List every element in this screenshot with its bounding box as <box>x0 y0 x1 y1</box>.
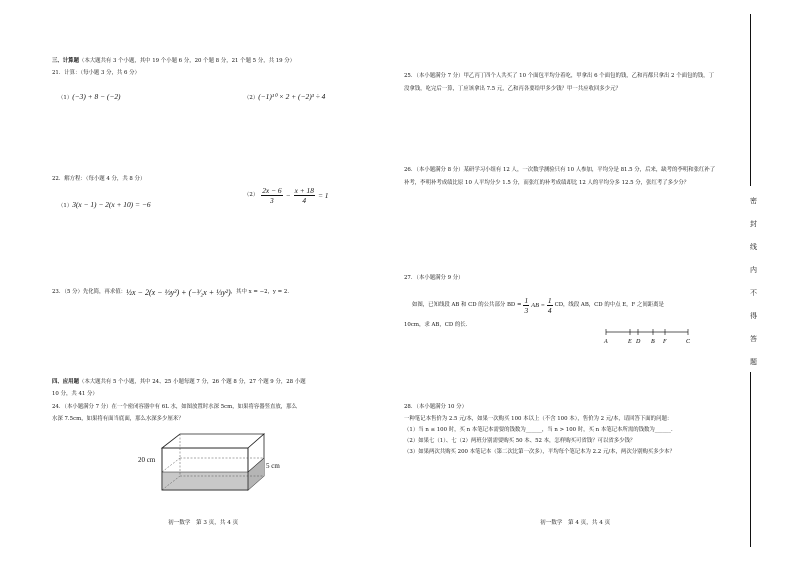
q28-line-4: （3）如果两次共购买 200 本笔记本（第二次比第一次多），平均每个笔记本为 2.2 元/本，两次分别购买多少本？ <box>404 449 675 455</box>
box-top-face <box>162 434 264 448</box>
q25-text: 25．（本小题满分 7 分）甲乙丙丁四个人共买了 10 个面包平均分着吃，甲拿出 6 个面包的钱，乙和丙都只拿出 2 个面包的钱，丁没拿钱，吃完后一算，丁应该拿出 7.5 元，乙和丙各要给甲多少钱？甲一共应收回多少元？ <box>404 73 714 92</box>
section4-title: 四、应用题 <box>52 379 79 385</box>
q22-2-frac1-num: 2x − 6 <box>262 186 282 195</box>
q22-1-label: （1） <box>58 203 73 209</box>
q22-1 <box>58 192 151 211</box>
q26-text: 26．（本小题满分 8 分）某研学习小组有 12 人，一次数学测验只有 10 人参加，平均分是 81.5 分，后来，缺考的李明和张红补了补考，李明补考成绩比原 10 人平均分少 1.5 分，而张红的补考成绩却比 12 人的平均分多 12.5 分，张红考了多少分？ <box>404 167 716 186</box>
q24-line-2: 水深 7.5cm，如果将有面当底面，那么水深多少厘米？ <box>52 416 184 422</box>
section3-note: （本大题共有 3 个小题，其中 19 个小题 6 分，20 个题 8 分，21 个题 5 分，共 19 分） <box>78 58 296 64</box>
q22-2-minus: − <box>285 191 291 200</box>
q23 <box>52 288 293 297</box>
segment-label-D: D <box>636 339 641 345</box>
q27-suffix: CD，线段 AB，CD 的中点 E，F 之间距离是 <box>554 302 664 308</box>
q22-2-label: （2） <box>244 192 259 198</box>
q27-fraction-1 <box>523 296 529 315</box>
q22-2 <box>244 186 328 205</box>
right-page-footer: 初一数学 第 4 页，共 4 页 <box>540 520 611 526</box>
container-box-diagram <box>130 428 270 500</box>
q22-heading: 22．解方程：（每小题 4 分，共 8 分） <box>52 176 146 182</box>
segment-label-F: F <box>663 339 667 345</box>
seal-char-2: 封 <box>750 220 757 228</box>
q28-line-2: （1）当 n ≤ 100 时，买 n 本笔记本需要的钱数为______，当 n > 100 时，买 n 本笔记本所需的钱数为______． <box>404 427 677 433</box>
q22-2-frac2-num: x + 18 <box>294 186 314 195</box>
section4-note: （本大题共有 5 个小题，其中 24、25 小题每题 7 分，26 个题 8 分，27 个题 9 分，28 小题 <box>78 379 306 385</box>
segment-label-A: A <box>604 339 608 345</box>
section4-heading <box>52 379 306 386</box>
q28-line-3: （2）如果七（1）、七（2）两班分别需要购买 50 本、52 本，怎样购买可省钱？可以省多少钱？ <box>404 438 636 444</box>
q24-line-1: 24．（本小题满分 7 分）在一个密闭容器中有 6L 水，如图放置时水深 5cm，如果将容器竖直放，那么 <box>52 404 297 410</box>
q27-frac2-num: 1 <box>547 296 552 305</box>
section4-note-2: 10 分，共 41 分） <box>52 391 98 397</box>
q23-prefix: 23．（5 分）先化简，再求值： <box>52 289 126 295</box>
seal-line-bottom <box>750 372 751 547</box>
box-dimension-left: 20 cm <box>138 456 156 464</box>
section3-title: 三、计算题 <box>52 58 79 64</box>
q22-2-rhs: = 1 <box>317 191 329 200</box>
q21-1-label: （1） <box>58 95 73 101</box>
q27-prefix: 如图，已知线段 AB 和 CD 的公共部分 BD = <box>412 302 522 308</box>
q27-frac1-den: 3 <box>524 306 529 315</box>
seal-char-6: 得 <box>750 312 757 320</box>
q28-line-1: 一种笔记本售价为 2.5 元/本，如果一次购买 100 本以上（不含 100 本），售价为 2 元/本，请回答下面的问题： <box>404 416 673 422</box>
q28-body <box>404 414 716 458</box>
seal-char-7: 答 <box>750 335 757 343</box>
box-dimension-right: 5 cm <box>266 462 280 470</box>
q21-heading: 21．计算：（每小题 3 分，共 6 分） <box>52 70 140 76</box>
q22-2-fraction-2 <box>294 186 315 205</box>
seal-char-5: 不 <box>750 289 757 297</box>
segment-label-C: C <box>686 339 691 345</box>
q23-expr: ½x − 2(x − ⅓y²) + (−³⁄₂x + ⅓y²) <box>126 288 231 297</box>
seal-char-4: 内 <box>750 266 757 274</box>
segment-diagram <box>600 326 696 346</box>
seal-char-1: 密 <box>750 197 757 205</box>
q21-2-label: （2） <box>244 95 259 101</box>
q22-2-fraction-1 <box>261 186 282 205</box>
q21-1-expr: (−3) + 8 − (−2) <box>72 92 121 101</box>
q22-2-frac1-den: 3 <box>270 196 274 205</box>
q22-2-frac2-den: 4 <box>302 196 307 205</box>
q27-title: 27．（本小题满分 9 分） <box>404 275 464 281</box>
seal-char-3: 线 <box>750 243 757 251</box>
water-front <box>162 472 248 490</box>
q27-line-2: 10cm，求 AB，CD 的长． <box>404 322 472 328</box>
q23-suffix: ，其中 x = −2，y = 2． <box>230 289 293 295</box>
section3-heading <box>52 58 295 65</box>
left-page-footer: 初一数学 第 3 页，共 4 页 <box>168 520 239 526</box>
segment-label-E: E <box>628 339 632 345</box>
seal-line-top <box>750 14 751 186</box>
q22-1-expr: 3(x − 1) − 2(x + 10) = −6 <box>72 200 151 209</box>
q27-statement <box>412 296 664 315</box>
q27-fraction-2 <box>547 296 553 315</box>
q21-1 <box>58 84 121 103</box>
q28-title: 28．（本小题满分 10 分） <box>404 404 467 410</box>
q27-frac2-den: 4 <box>547 306 552 315</box>
q27-middle: AB = <box>531 302 545 309</box>
seal-char-8: 题 <box>750 358 757 366</box>
q21-2-expr: (−1)¹⁰ × 2 + (−2)³ ÷ 4 <box>258 92 326 101</box>
q21-2 <box>244 84 325 103</box>
q27-frac1-num: 1 <box>524 296 529 305</box>
segment-label-B: B <box>651 339 655 345</box>
